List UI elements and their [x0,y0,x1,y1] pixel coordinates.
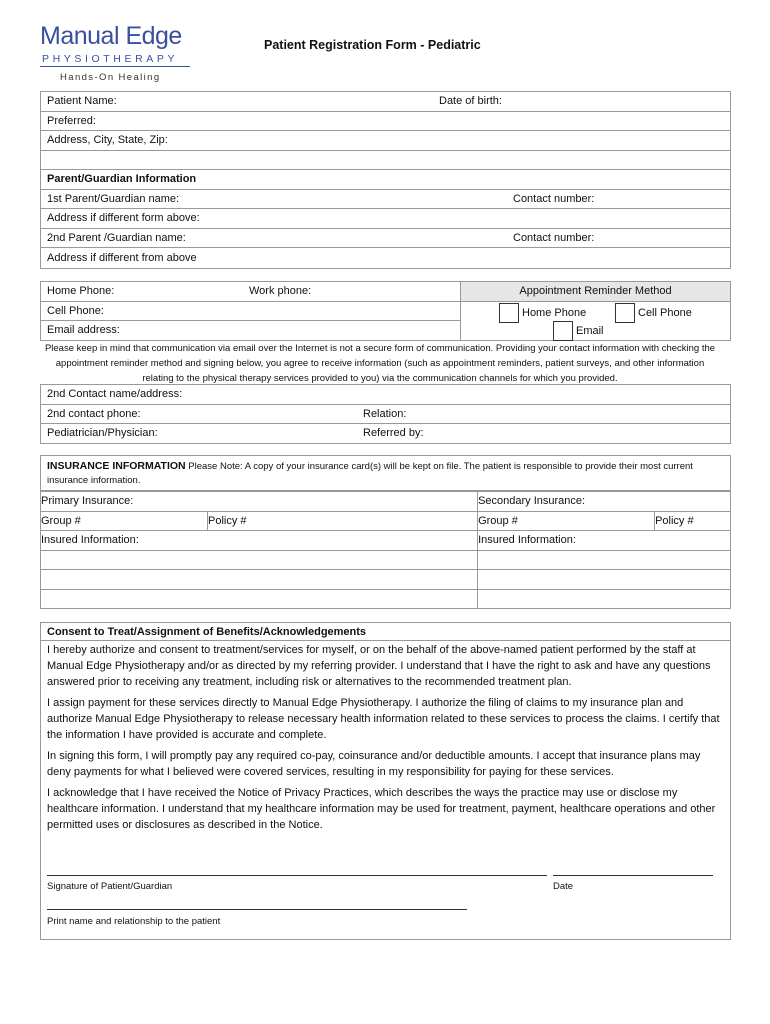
insurance-note: Please Note: A copy of your insurance card(s) will be kept on file. The patient is responsible to provide their most current insurance information. [47,461,693,486]
second-phone-field[interactable]: 2nd contact phone: [41,404,358,424]
guardian2-address-field[interactable]: Address if different from above [41,248,731,269]
patient-name-field[interactable]: Patient Name: [41,92,434,112]
physician-field[interactable]: Pediatrician/Physician: [41,424,358,444]
patient-table [40,91,731,269]
home-checkbox[interactable] [499,303,519,323]
consent-box [40,622,731,940]
contacts-table [40,384,731,444]
primary-insurance-field[interactable]: Primary Insurance: [41,492,478,512]
consent-p2: I assign payment for these services directly to Manual Edge Physiotherapy. I authorize the filing of claims to my insurance plan and authorize Manual Edge Physiotherapy to release necessary health information related to these services to process the claims. I certify that the information I have provided is accurate and complete. [47,697,720,741]
insurance-header [40,455,731,491]
reminder-options [461,301,731,340]
second-contact-field[interactable]: 2nd Contact name/address: [41,385,731,405]
print-name-label: Print name and relationship to the patient [47,916,221,927]
secondary-insured-line-2[interactable] [478,570,731,590]
consent-p4: I acknowledge that I have received the Notice of Privacy Practices, which describes the ways the practice may use or disclose my healthcare information. I understand that my healthcare information may be used for treatment, payment, healthcare operations and other permitted uses or disclosures as described in the Notice. [47,787,716,831]
guardian1-name-field[interactable]: 1st Parent/Guardian name: [41,189,434,209]
cell-phone-field[interactable]: Cell Phone: [41,301,461,321]
email-checkbox[interactable] [553,321,573,341]
referred-field[interactable]: Referred by: [357,424,731,444]
primary-group-field[interactable]: Group # [41,511,208,531]
guardian-heading: Parent/Guardian Information [41,170,731,190]
secondary-insurance-field[interactable]: Secondary Insurance: [478,492,731,512]
guardian2-contact-field[interactable]: Contact number: [433,228,731,248]
relation-field[interactable]: Relation: [357,404,731,424]
preferred-field[interactable]: Preferred: [41,111,731,131]
address-field[interactable]: Address, City, State, Zip: [41,131,731,151]
insurance-table [40,491,731,609]
work-phone-field[interactable]: Work phone: [243,282,461,302]
logo-name: Manual Edge [40,22,182,50]
address-field-2[interactable] [41,150,731,170]
guardian2-name-field[interactable]: 2nd Parent /Guardian name: [41,228,434,248]
print-name-line[interactable] [47,909,467,910]
signature-line[interactable] [47,875,547,876]
page-title: Patient Registration Form - Pediatric [264,38,481,52]
secondary-insured-field[interactable]: Insured Information: [478,531,731,551]
dob-field[interactable]: Date of birth: [433,92,731,112]
email-field[interactable]: Email address: [41,321,461,341]
logo [40,22,200,86]
date-label: Date [553,881,574,892]
secondary-insured-line-3[interactable] [478,589,731,609]
signature-label: Signature of Patient/Guardian [47,881,173,892]
reminder-cell[interactable]: Cell Phone [615,303,692,323]
guardian1-address-field[interactable]: Address if different form above: [41,209,731,229]
primary-insured-line-2[interactable] [41,570,478,590]
logo-rule [40,66,190,67]
reminder-home[interactable]: Home Phone [499,303,586,323]
primary-policy-field[interactable]: Policy # [208,511,478,531]
date-line[interactable] [553,875,713,876]
logo-tagline: Hands-On Healing [60,72,161,83]
home-phone-field[interactable]: Home Phone: [41,282,244,302]
consent-p3: In signing this form, I will promptly pay any required co-pay, coinsurance and/or deductible amounts. I accept that insurance plans may deny payments for what I believed were covered services, resulting in my responsibility for paying for these services. [47,750,701,778]
secondary-group-field[interactable]: Group # [478,511,655,531]
cell-checkbox[interactable] [615,303,635,323]
insurance-note-block [41,456,730,491]
secondary-insured-line-1[interactable] [478,550,731,570]
logo-sub: PHYSIOTHERAPY [42,53,179,65]
reminder-email[interactable]: Email [553,321,604,341]
secondary-policy-field[interactable]: Policy # [655,511,731,531]
primary-insured-line-1[interactable] [41,550,478,570]
reminder-heading: Appointment Reminder Method [461,282,731,302]
consent-p1: I hereby authorize and consent to treatment/services for myself, or on the behalf of the above-named patient performed by the staff at Manual Edge Physiotherapy and/or as directed by my referring provider. I understand that I have the right to ask and have any questions answered prior to receiving any treatment, including risk or alternatives to the recommended treatment plan. [47,644,711,688]
guardian1-contact-field[interactable]: Contact number: [433,189,731,209]
insurance-heading: INSURANCE INFORMATION [47,460,186,472]
consent-heading: Consent to Treat/Assignment of Benefits/Acknowledgements [41,625,730,641]
primary-insured-field[interactable]: Insured Information: [41,531,478,551]
email-notice: Please keep in mind that communication via email over the Internet is not a secure form of communication. Providing your contact information with checking the appointment reminder method and signing below, you agree to receive information (such as appointment reminders, patient surveys, and other information relating to the physical therapy services provided to you) via the communication channels for which you provided. [44,343,716,384]
primary-insured-line-3[interactable] [41,589,478,609]
phones-table [40,281,731,341]
